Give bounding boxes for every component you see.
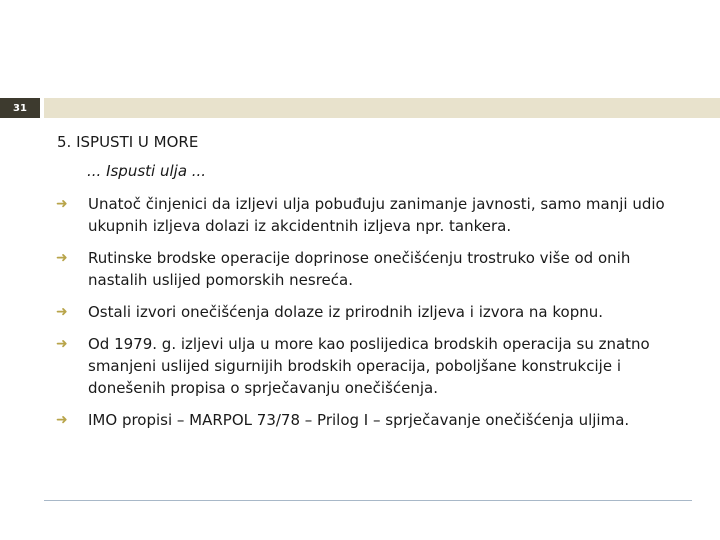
right-arrow-icon: ➜ [56,336,68,352]
bullet-text: Rutinske brodske operacije doprinose onečišćenju trostruko više od onih nastalih uslijed pomorskih nesreća. [88,249,631,289]
bullet-list [54,193,694,441]
right-arrow-icon: ➜ [56,304,68,320]
list-item [54,409,694,431]
list-item [54,301,694,323]
list-item [54,333,694,399]
header-band [44,98,720,118]
right-arrow-icon: ➜ [56,250,68,266]
section-title: 5. ISPUSTI U MORE [57,133,199,151]
subtitle: ... Ispusti ulja ... [87,162,207,180]
right-arrow-icon: ➜ [56,196,68,212]
right-arrow-icon: ➜ [56,412,68,428]
bullet-text: IMO propisi – MARPOL 73/78 – Prilog I – sprječavanje onečišćenja uljima. [88,411,630,429]
slide-number: 31 [0,98,40,118]
bullet-text: Od 1979. g. izljevi ulja u more kao poslijedica brodskih operacija su znatno smanjeni uslijed sigurnijih brodskih operacija, poboljšane konstrukcije i donešenih propisa o sprječavanju onečišćenja. [88,335,650,397]
list-item [54,193,694,237]
footer-divider [44,500,692,501]
bullet-text: Ostali izvori onečišćenja dolaze iz prirodnih izljeva i izvora na kopnu. [88,303,604,321]
bullet-text: Unatoč činjenici da izljevi ulja pobuđuju zanimanje javnosti, samo manji udio ukupnih izljeva dolazi iz akcidentnih izljeva npr. tankera. [88,195,665,235]
list-item [54,247,694,291]
